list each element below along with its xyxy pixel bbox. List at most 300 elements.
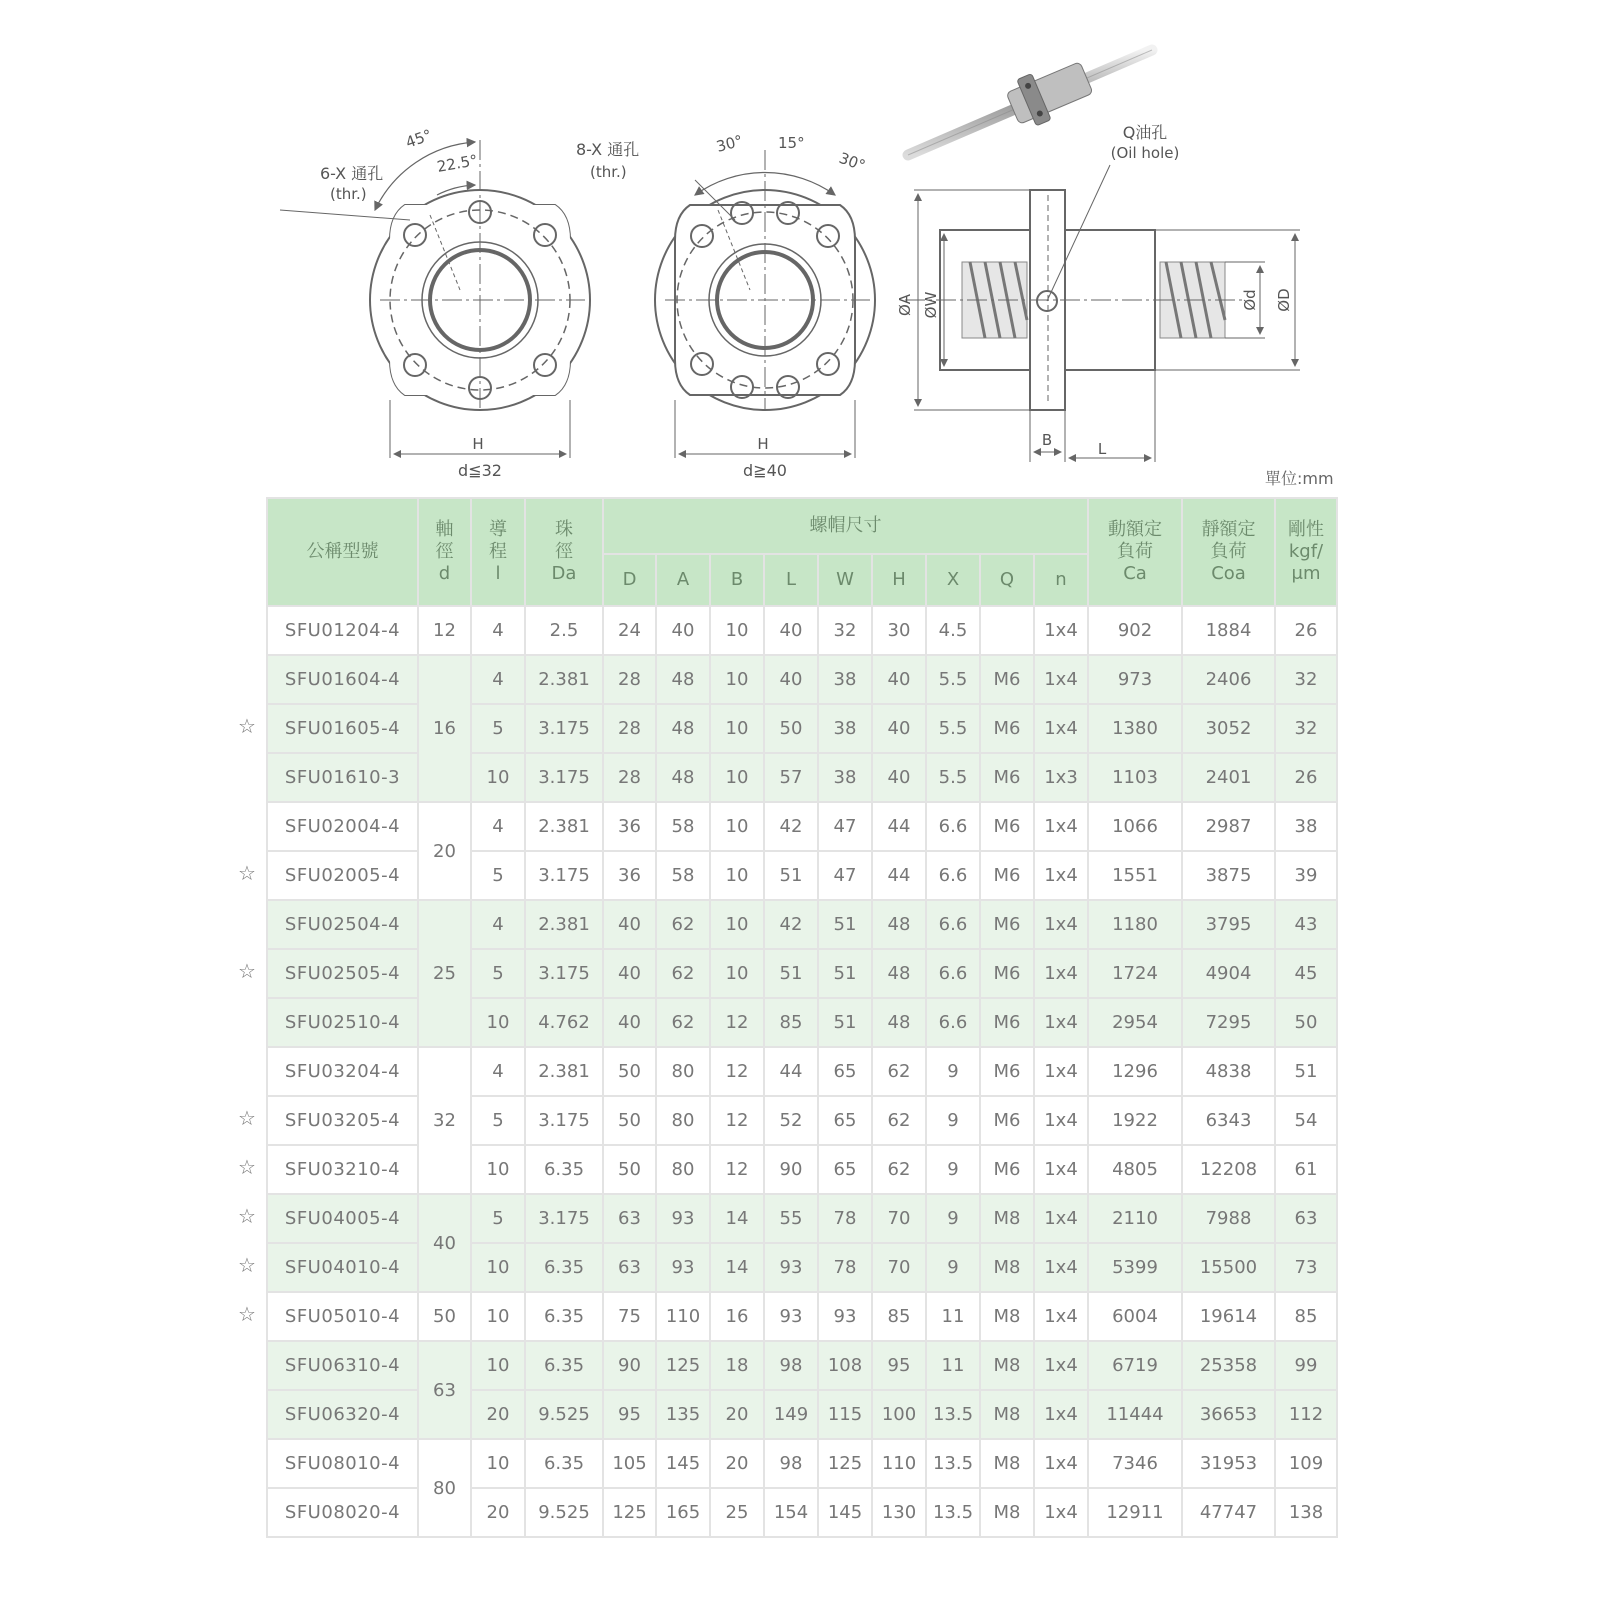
header-nut-h: H	[872, 554, 926, 606]
recommended-star-icon: ☆	[238, 714, 256, 738]
cell-h: 40	[872, 753, 926, 802]
cell-h: 48	[872, 900, 926, 949]
cell-x: 6.6	[926, 851, 980, 900]
cell-coa: 1884	[1182, 606, 1275, 655]
cell-coa: 3052	[1182, 704, 1275, 753]
oil-hole-en-label: (Oil hole)	[1110, 144, 1180, 162]
cell-x: 4.5	[926, 606, 980, 655]
cell-k: 38	[1275, 802, 1337, 851]
cell-da: 3.175	[525, 949, 603, 998]
cell-da: 6.35	[525, 1292, 603, 1341]
thr-label-large: (thr.)	[590, 163, 627, 181]
cell-q: M6	[980, 1047, 1034, 1096]
cell-h: 62	[872, 1145, 926, 1194]
cell-k: 45	[1275, 949, 1337, 998]
thr-label-small: (thr.)	[330, 185, 367, 203]
table-row	[267, 1439, 1337, 1488]
table-row	[267, 900, 1337, 949]
cell-da: 2.5	[525, 606, 603, 655]
cell-l: 57	[764, 753, 818, 802]
cell-b: 14	[710, 1243, 764, 1292]
cell-h: 44	[872, 851, 926, 900]
cell-b: 12	[710, 1096, 764, 1145]
cell-x: 6.6	[926, 900, 980, 949]
cell-k: 26	[1275, 753, 1337, 802]
cell-a: 48	[656, 753, 710, 802]
table-row	[267, 606, 1337, 655]
cell-b: 10	[710, 655, 764, 704]
cell-x: 13.5	[926, 1390, 980, 1439]
cell-w: 65	[818, 1096, 872, 1145]
cell-k: 54	[1275, 1096, 1337, 1145]
cell-h: 62	[872, 1096, 926, 1145]
cell-l: 98	[764, 1341, 818, 1390]
flange-drawing-large	[655, 150, 875, 458]
cell-b: 18	[710, 1341, 764, 1390]
cell-ca: 4805	[1088, 1145, 1182, 1194]
shaft-diameter-cell: 80	[418, 1439, 471, 1537]
cell-ca: 1380	[1088, 704, 1182, 753]
cell-h: 95	[872, 1341, 926, 1390]
cell-ca: 2110	[1088, 1194, 1182, 1243]
cell-x: 9	[926, 1096, 980, 1145]
cell-d: 28	[603, 704, 656, 753]
cell-x: 13.5	[926, 1439, 980, 1488]
cell-w: 51	[818, 900, 872, 949]
cell-h: 40	[872, 704, 926, 753]
cell-coa: 7295	[1182, 998, 1275, 1047]
cell-ca: 6004	[1088, 1292, 1182, 1341]
cell-h: 70	[872, 1243, 926, 1292]
cell-ca: 902	[1088, 606, 1182, 655]
cell-a: 110	[656, 1292, 710, 1341]
cell-k: 32	[1275, 655, 1337, 704]
cell-h: 85	[872, 1292, 926, 1341]
cell-coa: 2987	[1182, 802, 1275, 851]
model-cell: SFU02505-4	[267, 949, 418, 998]
cell-a: 58	[656, 851, 710, 900]
dia-a-label: ØA	[896, 293, 914, 317]
unit-label: 單位:mm	[1265, 469, 1334, 488]
cell-x: 6.6	[926, 949, 980, 998]
cell-d: 50	[603, 1145, 656, 1194]
shaft-diameter-cell: 16	[418, 655, 471, 802]
cell-da: 4.762	[525, 998, 603, 1047]
table-row	[267, 1341, 1337, 1390]
cell-d: 50	[603, 1047, 656, 1096]
cell-h: 30	[872, 606, 926, 655]
cell-ca: 1066	[1088, 802, 1182, 851]
cell-b: 10	[710, 606, 764, 655]
cell-n: 1x4	[1034, 802, 1088, 851]
cell-da: 2.381	[525, 900, 603, 949]
cell-l: 98	[764, 1439, 818, 1488]
cell-q: M8	[980, 1341, 1034, 1390]
cell-da: 2.381	[525, 802, 603, 851]
cell-x: 9	[926, 1243, 980, 1292]
cell-n: 1x4	[1034, 1390, 1088, 1439]
holes-label-large: 8-X 通孔	[576, 140, 640, 159]
table-row	[267, 1047, 1337, 1096]
header-ball: 珠 徑 Da	[525, 498, 603, 606]
dim-b-label: B	[1041, 431, 1053, 449]
recommended-star-icon: ☆	[238, 1204, 256, 1228]
cell-a: 48	[656, 704, 710, 753]
cell-x: 11	[926, 1341, 980, 1390]
cell-coa: 2406	[1182, 655, 1275, 704]
cell-ca: 7346	[1088, 1439, 1182, 1488]
cell-l: 42	[764, 900, 818, 949]
header-nut-n: n	[1034, 554, 1088, 606]
model-cell: SFU01610-3	[267, 753, 418, 802]
cell-ca: 1103	[1088, 753, 1182, 802]
cell-d: 24	[603, 606, 656, 655]
cell-coa: 36653	[1182, 1390, 1275, 1439]
cell-l: 40	[764, 606, 818, 655]
cell-l: 4	[471, 900, 525, 949]
cell-h: 62	[872, 1047, 926, 1096]
recommended-star-icon: ☆	[238, 1106, 256, 1130]
cell-d: 40	[603, 998, 656, 1047]
cell-x: 5.5	[926, 655, 980, 704]
cell-w: 65	[818, 1047, 872, 1096]
cell-l: 51	[764, 851, 818, 900]
cell-a: 58	[656, 802, 710, 851]
shaft-diameter-cell: 63	[418, 1341, 471, 1439]
cell-x: 9	[926, 1194, 980, 1243]
cell-b: 12	[710, 1145, 764, 1194]
model-cell: SFU06310-4	[267, 1341, 418, 1390]
cell-b: 20	[710, 1439, 764, 1488]
shaft-diameter-cell: 50	[418, 1292, 471, 1341]
cell-d: 40	[603, 900, 656, 949]
cell-n: 1x4	[1034, 1439, 1088, 1488]
cell-n: 1x4	[1034, 1047, 1088, 1096]
header-nut-l: L	[764, 554, 818, 606]
cell-l: 4	[471, 802, 525, 851]
cell-a: 48	[656, 655, 710, 704]
header-rigidity: 剛性 kgf/ μm	[1275, 498, 1337, 606]
cell-da: 3.175	[525, 851, 603, 900]
cell-h: 48	[872, 998, 926, 1047]
cell-n: 1x4	[1034, 655, 1088, 704]
header-nut-b: B	[710, 554, 764, 606]
cell-w: 78	[818, 1194, 872, 1243]
cell-a: 62	[656, 998, 710, 1047]
cell-k: 32	[1275, 704, 1337, 753]
cell-w: 51	[818, 998, 872, 1047]
cell-ca: 2954	[1088, 998, 1182, 1047]
cell-da: 3.175	[525, 1096, 603, 1145]
cell-q: M6	[980, 949, 1034, 998]
cell-l: 85	[764, 998, 818, 1047]
cell-da: 3.175	[525, 704, 603, 753]
cell-a: 93	[656, 1194, 710, 1243]
cell-da: 9.525	[525, 1488, 603, 1537]
recommended-star-icon: ☆	[238, 959, 256, 983]
cell-b: 10	[710, 851, 764, 900]
cell-l: 90	[764, 1145, 818, 1194]
cell-d: 28	[603, 655, 656, 704]
cell-w: 38	[818, 655, 872, 704]
cell-q: M6	[980, 900, 1034, 949]
cell-d: 28	[603, 753, 656, 802]
header-nut-q: Q	[980, 554, 1034, 606]
recommended-star-icon: ☆	[238, 861, 256, 885]
table-row	[267, 802, 1337, 851]
cell-da: 9.525	[525, 1390, 603, 1439]
cell-coa: 4904	[1182, 949, 1275, 998]
flange-drawing-small	[280, 140, 590, 458]
cell-x: 11	[926, 1292, 980, 1341]
cell-l: 10	[471, 753, 525, 802]
cell-coa: 7988	[1182, 1194, 1275, 1243]
cell-l: 149	[764, 1390, 818, 1439]
cell-b: 10	[710, 802, 764, 851]
header-nut-x: X	[926, 554, 980, 606]
cell-l: 52	[764, 1096, 818, 1145]
cell-d: 105	[603, 1439, 656, 1488]
cell-n: 1x4	[1034, 1292, 1088, 1341]
cell-d: 125	[603, 1488, 656, 1537]
cell-l: 10	[471, 1439, 525, 1488]
model-cell: SFU08020-4	[267, 1488, 418, 1537]
cell-h: 48	[872, 949, 926, 998]
cell-l: 10	[471, 1243, 525, 1292]
cell-coa: 47747	[1182, 1488, 1275, 1537]
cell-q: M8	[980, 1292, 1034, 1341]
cell-d: 63	[603, 1243, 656, 1292]
model-cell: SFU03205-4	[267, 1096, 418, 1145]
cell-w: 115	[818, 1390, 872, 1439]
cell-w: 145	[818, 1488, 872, 1537]
cell-l: 5	[471, 949, 525, 998]
cell-b: 16	[710, 1292, 764, 1341]
header-shaft: 軸 徑 d	[418, 498, 471, 606]
cell-x: 13.5	[926, 1488, 980, 1537]
cell-q: M6	[980, 1096, 1034, 1145]
cell-x: 6.6	[926, 998, 980, 1047]
cell-q	[980, 606, 1034, 655]
cell-d: 40	[603, 949, 656, 998]
dia-d-large-label: ØD	[1275, 288, 1293, 312]
cell-q: M8	[980, 1194, 1034, 1243]
cell-a: 125	[656, 1341, 710, 1390]
cell-l: 50	[764, 704, 818, 753]
cell-w: 108	[818, 1341, 872, 1390]
cell-d: 75	[603, 1292, 656, 1341]
cell-x: 5.5	[926, 753, 980, 802]
cell-x: 9	[926, 1145, 980, 1194]
header-model: 公稱型號	[267, 498, 418, 606]
table-row	[267, 1292, 1337, 1341]
cell-w: 47	[818, 851, 872, 900]
cell-n: 1x4	[1034, 851, 1088, 900]
cell-da: 6.35	[525, 1439, 603, 1488]
cell-l: 40	[764, 655, 818, 704]
cell-b: 10	[710, 704, 764, 753]
cell-ca: 1180	[1088, 900, 1182, 949]
cell-a: 80	[656, 1047, 710, 1096]
header-static: 靜額定 負荷 Coa	[1182, 498, 1275, 606]
cell-ca: 6719	[1088, 1341, 1182, 1390]
cell-l: 42	[764, 802, 818, 851]
nut-side-view	[905, 165, 1300, 462]
cell-h: 100	[872, 1390, 926, 1439]
cell-w: 32	[818, 606, 872, 655]
cell-q: M8	[980, 1488, 1034, 1537]
cell-q: M6	[980, 802, 1034, 851]
cell-a: 80	[656, 1145, 710, 1194]
model-cell: SFU02510-4	[267, 998, 418, 1047]
technical-drawings	[0, 0, 1601, 490]
cell-a: 135	[656, 1390, 710, 1439]
cell-n: 1x4	[1034, 1145, 1088, 1194]
cell-k: 112	[1275, 1390, 1337, 1439]
cell-q: M6	[980, 851, 1034, 900]
cell-w: 51	[818, 949, 872, 998]
cell-da: 6.35	[525, 1341, 603, 1390]
cell-b: 14	[710, 1194, 764, 1243]
cell-k: 85	[1275, 1292, 1337, 1341]
cell-ca: 1551	[1088, 851, 1182, 900]
cell-d: 90	[603, 1341, 656, 1390]
cell-w: 125	[818, 1439, 872, 1488]
cell-k: 50	[1275, 998, 1337, 1047]
cell-l: 10	[471, 1292, 525, 1341]
dim-h-small: H	[472, 435, 484, 453]
cell-d: 95	[603, 1390, 656, 1439]
cell-l: 55	[764, 1194, 818, 1243]
table-row	[267, 1194, 1337, 1243]
cell-a: 93	[656, 1243, 710, 1292]
cell-w: 38	[818, 704, 872, 753]
cell-l: 154	[764, 1488, 818, 1537]
cell-coa: 31953	[1182, 1439, 1275, 1488]
shaft-diameter-cell: 20	[418, 802, 471, 900]
cell-coa: 25358	[1182, 1341, 1275, 1390]
cell-n: 1x4	[1034, 998, 1088, 1047]
cell-coa: 3795	[1182, 900, 1275, 949]
cell-n: 1x4	[1034, 1341, 1088, 1390]
cell-l: 10	[471, 1145, 525, 1194]
cell-da: 2.381	[525, 1047, 603, 1096]
shaft-diameter-cell: 32	[418, 1047, 471, 1194]
cell-ca: 1922	[1088, 1096, 1182, 1145]
recommended-star-icon: ☆	[238, 1253, 256, 1277]
cell-q: M8	[980, 1243, 1034, 1292]
cell-l: 10	[471, 1341, 525, 1390]
cell-a: 80	[656, 1096, 710, 1145]
condition-small: d≦32	[458, 461, 502, 480]
model-cell: SFU05010-4	[267, 1292, 418, 1341]
model-cell: SFU02005-4	[267, 851, 418, 900]
cell-k: 51	[1275, 1047, 1337, 1096]
cell-coa: 2401	[1182, 753, 1275, 802]
cell-q: M8	[980, 1439, 1034, 1488]
cell-w: 78	[818, 1243, 872, 1292]
model-cell: SFU06320-4	[267, 1390, 418, 1439]
cell-h: 40	[872, 655, 926, 704]
ball-screw-image	[908, 50, 1152, 155]
dim-h-large: H	[757, 435, 769, 453]
cell-a: 62	[656, 949, 710, 998]
cell-q: M8	[980, 1390, 1034, 1439]
cell-b: 10	[710, 900, 764, 949]
shaft-diameter-cell: 25	[418, 900, 471, 1047]
cell-ca: 11444	[1088, 1390, 1182, 1439]
cell-l: 4	[471, 1047, 525, 1096]
condition-large: d≧40	[743, 461, 787, 480]
header-nut-d-outer: D	[603, 554, 656, 606]
cell-n: 1x4	[1034, 606, 1088, 655]
cell-b: 10	[710, 949, 764, 998]
cell-h: 44	[872, 802, 926, 851]
cell-coa: 4838	[1182, 1047, 1275, 1096]
cell-x: 6.6	[926, 802, 980, 851]
header-nut-a: A	[656, 554, 710, 606]
model-cell: SFU03204-4	[267, 1047, 418, 1096]
table-row	[267, 655, 1337, 704]
cell-l: 93	[764, 1243, 818, 1292]
cell-w: 38	[818, 753, 872, 802]
cell-n: 1x4	[1034, 1488, 1088, 1537]
cell-b: 12	[710, 998, 764, 1047]
cell-da: 6.35	[525, 1145, 603, 1194]
cell-q: M6	[980, 753, 1034, 802]
dia-d-small-label: Ød	[1241, 289, 1259, 311]
angle-22-5-label: 22.5°	[435, 151, 479, 176]
cell-a: 145	[656, 1439, 710, 1488]
cell-n: 1x4	[1034, 900, 1088, 949]
model-cell: SFU01605-4	[267, 704, 418, 753]
cell-w: 47	[818, 802, 872, 851]
shaft-diameter-cell: 12	[418, 606, 471, 655]
cell-n: 1x3	[1034, 753, 1088, 802]
cell-coa: 6343	[1182, 1096, 1275, 1145]
cell-a: 62	[656, 900, 710, 949]
cell-k: 39	[1275, 851, 1337, 900]
cell-ca: 12911	[1088, 1488, 1182, 1537]
cell-l: 4	[471, 606, 525, 655]
cell-l: 44	[764, 1047, 818, 1096]
holes-label-small: 6-X 通孔	[320, 164, 384, 183]
cell-w: 65	[818, 1145, 872, 1194]
cell-b: 25	[710, 1488, 764, 1537]
cell-k: 63	[1275, 1194, 1337, 1243]
cell-da: 6.35	[525, 1243, 603, 1292]
cell-a: 40	[656, 606, 710, 655]
model-cell: SFU04010-4	[267, 1243, 418, 1292]
cell-ca: 1724	[1088, 949, 1182, 998]
cell-q: M6	[980, 998, 1034, 1047]
cell-l: 5	[471, 1096, 525, 1145]
angle-15-label: 15°	[778, 134, 805, 152]
model-cell: SFU03210-4	[267, 1145, 418, 1194]
cell-b: 12	[710, 1047, 764, 1096]
cell-d: 36	[603, 802, 656, 851]
shaft-diameter-cell: 40	[418, 1194, 471, 1292]
cell-b: 20	[710, 1390, 764, 1439]
dia-w-label: ØW	[922, 291, 940, 319]
cell-d: 36	[603, 851, 656, 900]
cell-h: 110	[872, 1439, 926, 1488]
cell-k: 43	[1275, 900, 1337, 949]
cell-coa: 15500	[1182, 1243, 1275, 1292]
model-cell: SFU04005-4	[267, 1194, 418, 1243]
cell-l: 20	[471, 1488, 525, 1537]
cell-h: 70	[872, 1194, 926, 1243]
